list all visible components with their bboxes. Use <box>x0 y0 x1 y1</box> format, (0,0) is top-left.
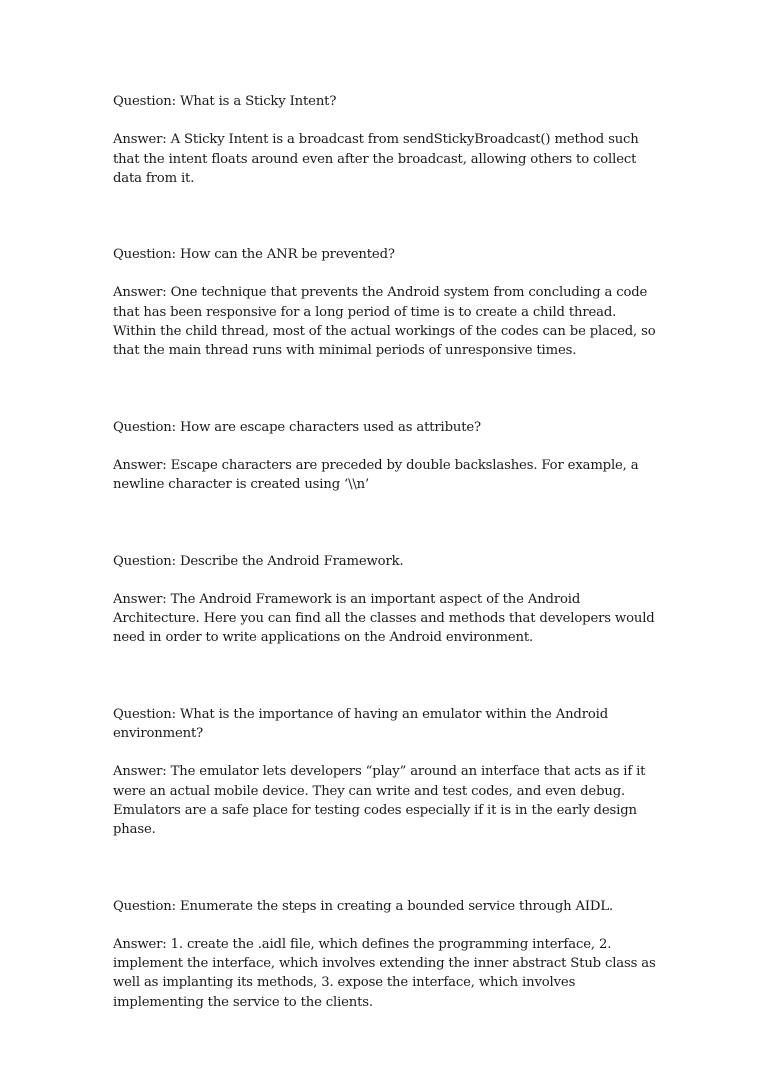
qa-block <box>113 92 658 188</box>
qa-block <box>113 705 658 840</box>
qa-block <box>113 552 658 648</box>
qa-block <box>113 245 658 360</box>
question-text: Question: Enumerate the steps in creating a bounded service through AIDL. <box>113 898 614 914</box>
answer-text: Answer: One technique that prevents the Android system from concluding a code that has been responsive for a long period of time is to create a child thread. Within the child thread, most of the actual workings of the codes can be placed, so that the main thread runs with minimal periods of unresponsive times. <box>113 285 656 359</box>
document-body <box>113 92 658 1069</box>
answer-text: Answer: The Android Framework is an important aspect of the Android Architecture. Here you can find all the classes and methods that developers would need in order to write applications on the Android environment. <box>113 591 655 646</box>
answer-text: Answer: A Sticky Intent is a broadcast from sendStickyBroadcast() method such that the intent floats around even after the broadcast, allowing others to collect data from it. <box>113 132 639 186</box>
answer-text: Answer: Escape characters are preceded by double backslashes. For example, a newline character is created using ‘\\n’ <box>113 457 639 493</box>
answer-text: Answer: The emulator lets developers “play” around an interface that acts as if it were an actual mobile device. They can write and test codes, and even debug. Emulators are a safe place for testing codes especially if it is in the early design phase. <box>113 764 646 838</box>
answer-text: Answer: 1. create the .aidl file, which defines the programming interface, 2. implement the interface, which involves extending the inner abstract Stub class as well as implanting its methods, 3. expose the interface, which involves implementing the service to the clients. <box>113 936 656 1010</box>
qa-block <box>113 418 658 495</box>
question-text: Question: What is a Sticky Intent? <box>113 94 337 109</box>
question-text: Question: What is the importance of having an emulator within the Android environment? <box>113 706 609 742</box>
qa-block <box>113 897 658 1012</box>
question-text: Question: How are escape characters used as attribute? <box>113 419 481 435</box>
question-text: Question: How can the ANR be prevented? <box>113 247 395 263</box>
question-text: Question: Describe the Android Framework. <box>113 553 404 569</box>
